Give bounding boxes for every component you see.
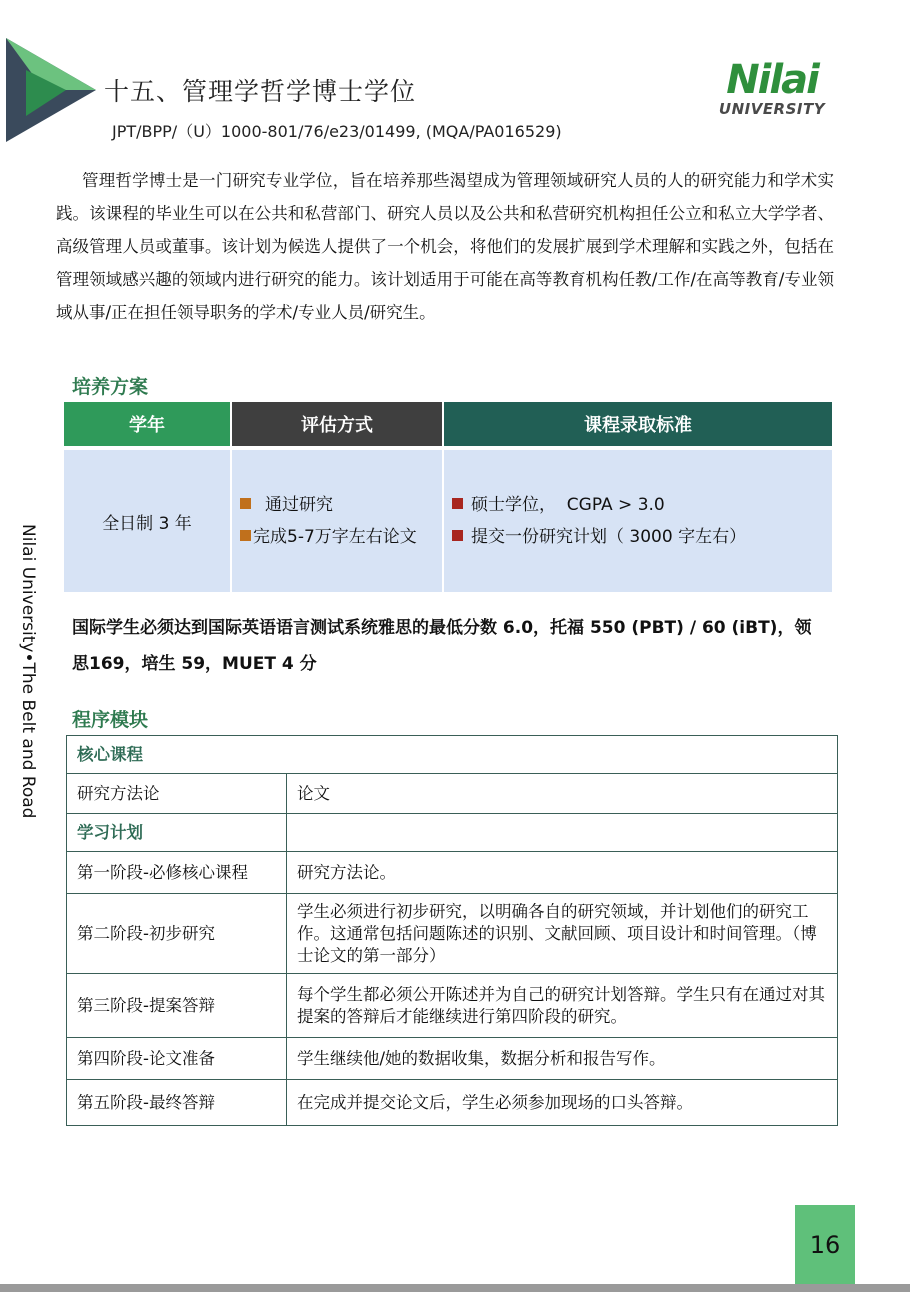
list-item: 通过研究 [240, 489, 442, 521]
plan-header-assessment: 评估方式 [232, 402, 442, 446]
core-course-value: 论文 [287, 774, 838, 814]
page-number: 16 [795, 1205, 855, 1285]
bullet-icon [240, 498, 251, 509]
plan-table [62, 402, 834, 592]
bullet-icon [452, 498, 463, 509]
bottom-bar [0, 1284, 910, 1292]
plan-header-year: 学年 [64, 402, 230, 446]
stage-name: 第四阶段-论文准备 [67, 1038, 287, 1080]
plan-header-admission: 课程录取标准 [444, 402, 832, 446]
program-code: JPT/BPP/（U）1000-801/76/e23/01499, (MQA/PA016529) [112, 122, 562, 141]
stage-name: 第一阶段-必修核心课程 [67, 852, 287, 894]
table-row [67, 814, 838, 852]
core-heading: 核心课程 [67, 736, 838, 774]
modules-heading: 程序模块 [72, 709, 149, 731]
brand-name: Nilai [726, 57, 818, 103]
empty-cell [287, 814, 838, 852]
list-item: 硕士学位， CGPA > 3.0 [452, 489, 832, 521]
intro-paragraph: 管理哲学博士是一门研究专业学位，旨在培养那些渴望成为管理领域研究人员的人的研究能力和学术实践。该课程的毕业生可以在公共和私营部门、研究人员以及公共和私营研究机构担任公立和私立大学学者、高级管理人员或董事。该计划为候选人提供了一个机会，将他们的发展扩展到学术理解和实践之外，包括在管理领域感兴趣的领域内进行研究的能力。该计划适用于可能在高等教育机构任教/工作/在高等教育/专业领域从事/正在担任领导职务的学术/专业人员/研究生。 [56, 171, 834, 322]
side-vertical-text: Nilai University•The Belt and Road [18, 524, 38, 819]
stage-name: 第五阶段-最终答辩 [67, 1080, 287, 1126]
study-plan-heading: 学习计划 [67, 814, 287, 852]
stage-name: 第三阶段-提案答辩 [67, 974, 287, 1038]
bullet-icon [240, 530, 251, 541]
stage-desc: 学生继续他/她的数据收集，数据分析和报告写作。 [287, 1038, 838, 1080]
table-row [67, 736, 838, 774]
list-item: 完成5-7万字左右论文 [240, 521, 442, 553]
play-triangle-logo-icon [4, 36, 100, 144]
table-row [67, 894, 838, 974]
plan-heading: 培养方案 [72, 376, 149, 398]
modules-table [66, 735, 838, 1126]
table-row [67, 974, 838, 1038]
table-row [67, 774, 838, 814]
plan-duration: 全日制 3 年 [64, 446, 230, 592]
table-row [67, 852, 838, 894]
core-course-name: 研究方法论 [67, 774, 287, 814]
stage-name: 第二阶段-初步研究 [67, 894, 287, 974]
stage-desc: 每个学生都必须公开陈述并为自己的研究计划答辩。学生只有在通过对其提案的答辩后才能继续进行第四阶段的研究。 [287, 974, 838, 1038]
page-title: 十五、管理学哲学博士学位 [104, 77, 417, 106]
table-row [67, 1038, 838, 1080]
plan-assessment-cell [232, 446, 442, 592]
brand-sub: UNIVERSITY [718, 100, 826, 118]
stage-desc: 研究方法论。 [287, 852, 838, 894]
plan-admission-cell [444, 446, 832, 592]
bullet-icon [452, 530, 463, 541]
list-item: 提交一份研究计划（ 3000 字左右） [452, 521, 832, 553]
university-logo [712, 57, 832, 118]
stage-desc: 在完成并提交论文后，学生必须参加现场的口头答辩。 [287, 1080, 838, 1126]
language-requirement-note: 国际学生必须达到国际英语语言测试系统雅思的最低分数 6.0，托福 550 (PBT) / 60 (iBT)，领思169，培生 59，MUET 4 分 [72, 618, 812, 674]
table-row [67, 1080, 838, 1126]
stage-desc: 学生必须进行初步研究，以明确各自的研究领域，并计划他们的研究工作。这通常包括问题陈述的识别、文献回顾、项目设计和时间管理。（博士论文的第一部分） [287, 894, 838, 974]
